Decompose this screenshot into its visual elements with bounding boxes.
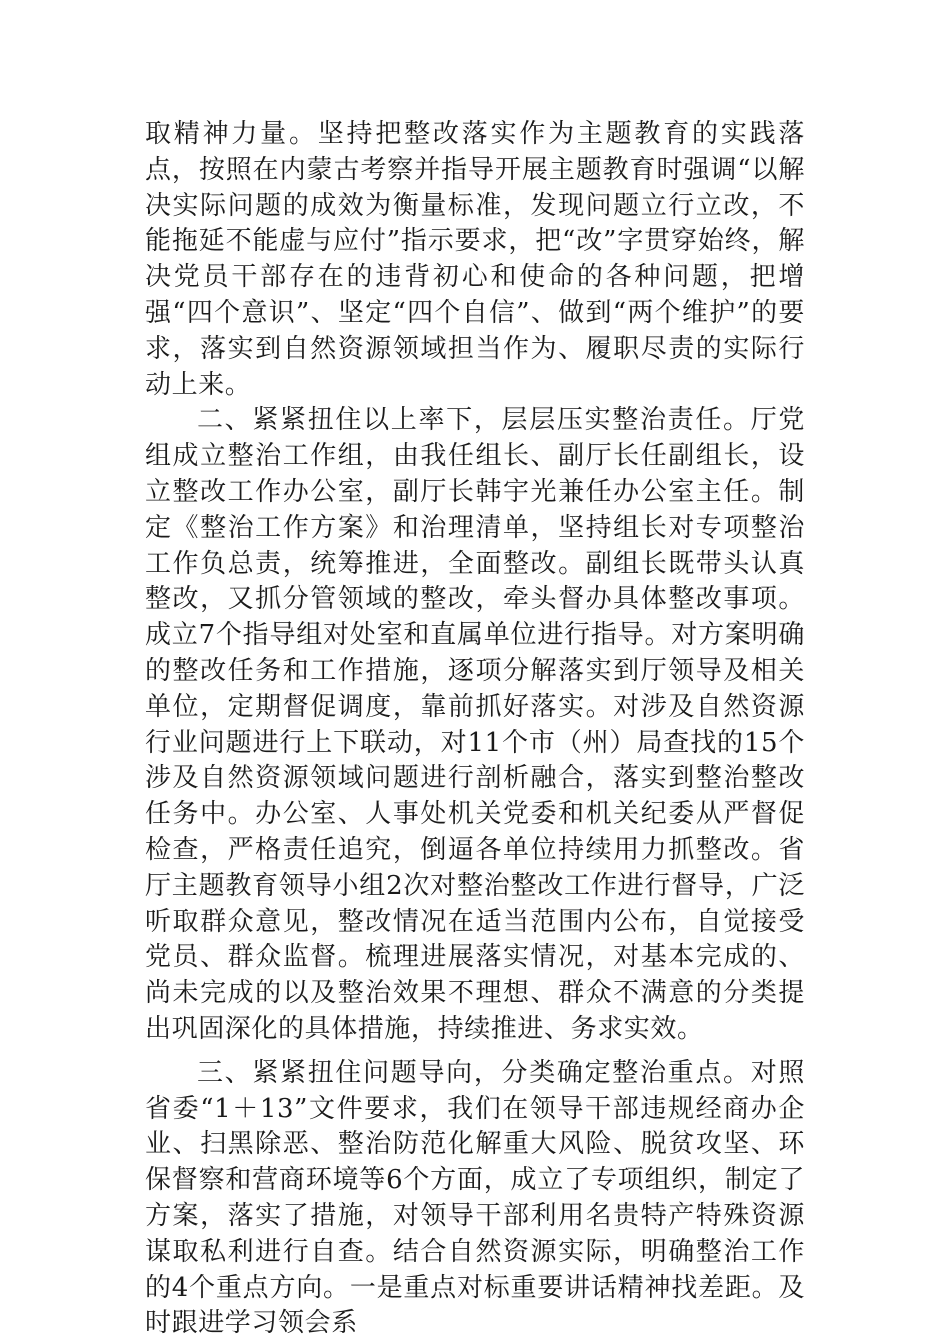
paragraph-continuation: 取精神力量。坚持把整改落实作为主题教育的实践落点，按照在内蒙古考察并指导开展主题教育时强调“以解决实际问题的成效为衡量标准，发现问题立行立改，不能拖延不能虚与应付”指示要求，把“改”字贯穿始终，解决党员干部存在的违背初心和使命的各种问题，把增强“四个意识”、坚定“四个自信”、做到“两个维护”的要求，落实到自然资源领域担当作为、履职尽责的实际行动上来。: [145, 119, 805, 400]
document-body: [145, 117, 805, 1342]
paragraph-section-three: 三、紧紧扭住问题导向，分类确定整治重点。对照省委“1＋13”文件要求，我们在领导干部违规经商办企业、扫黑除恶、整治防范化解重大风险、脱贫攻坚、环保督察和营商环境等6个方面，成立了专项组织，制定了方案，落实了措施，对领导干部利用名贵特产特殊资源谋取私利进行自查。结合自然资源实际，明确整治工作的4个重点方向。一是重点对标重要讲话精神找差距。及时跟进学习领会系: [145, 1057, 805, 1339]
paragraph-section-two: 二、紧紧扭住以上率下，层层压实整治责任。厅党组成立整治工作组，由我任组长、副厅长任副组长，设立整改工作办公室，副厅长韩宇光兼任办公室主任。制定《整治工作方案》和治理清单，坚持组长对专项整治工作负总责，统筹推进，全面整改。副组长既带头认真整改，又抓分管领域的整改，牵头督办具体整改事项。成立7个指导组对处室和直属单位进行指导。对方案明确的整改任务和工作措施，逐项分解落实到厅领导及相关单位，定期督促调度，靠前抓好落实。对涉及自然资源行业问题进行上下联动，对11个市（州）局查找的15个涉及自然资源领域问题进行剖析融合，落实到整治整改任务中。办公室、人事处机关党委和机关纪委从严督促检查，严格责任追究，倒逼各单位持续用力抓整改。省厅主题教育领导小组2次对整治整改工作进行督导，广泛听取群众意见，整改情况在适当范围内公布，自觉接受党员、群众监督。梳理进展落实情况，对基本完成的、尚未完成的以及整治效果不理想、群众不满意的分类提出巩固深化的具体措施，持续推进、务求实效。: [145, 405, 805, 1044]
